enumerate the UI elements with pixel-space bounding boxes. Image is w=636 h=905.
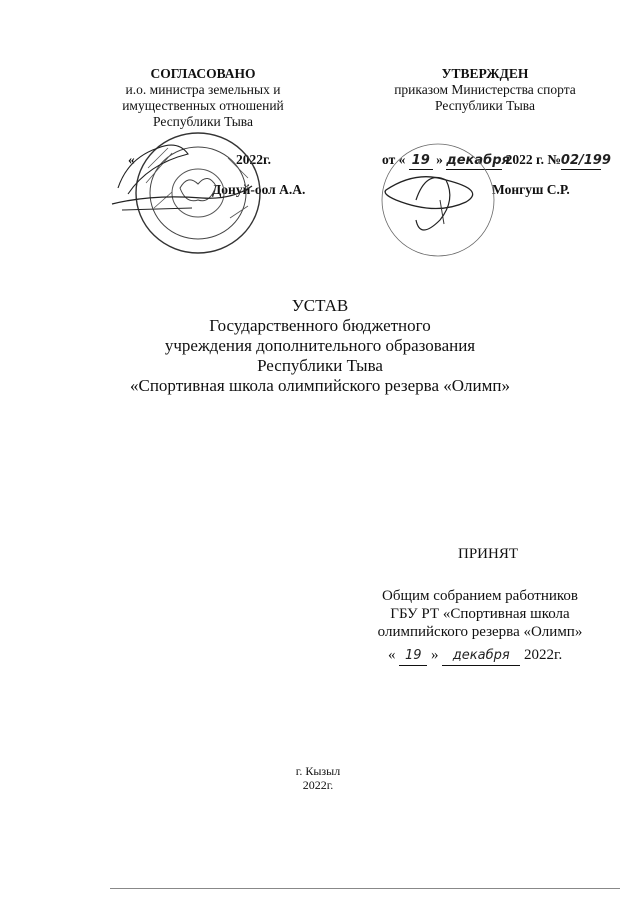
approval-right-signer: Монгуш С.Р.	[492, 182, 570, 197]
approval-left-line-2: имущественных отношений	[122, 98, 284, 113]
approval-right-line-2: Республики Тыва	[435, 98, 535, 113]
accepted-heading: ПРИНЯТ	[458, 546, 519, 562]
approval-right-line-1: приказом Министерства спорта	[394, 82, 576, 97]
round-stamp-right	[380, 140, 510, 260]
approval-left-block	[88, 66, 318, 130]
accepted-date-day: 19	[399, 647, 427, 666]
accepted-date-year: 2022г.	[524, 647, 563, 663]
accepted-date-close: »	[431, 647, 439, 663]
approval-left-signer: Донуй-оол А.А.	[212, 182, 306, 197]
approval-right-date-close: »	[436, 152, 443, 167]
document-title-block	[60, 296, 580, 396]
accepted-line-3: олимпийского резерва «Олимп»	[377, 624, 583, 640]
approval-right-order-number: 02/199	[560, 153, 611, 168]
document-title-line-4: Республики Тыва	[257, 356, 383, 375]
approval-left-heading: СОГЛАСОВАНО	[150, 66, 256, 81]
bottom-scan-line	[110, 888, 620, 889]
document-title-line-5: «Спортивная школа олимпийского резерва «Олимп»	[130, 376, 510, 395]
accepted-date-open: «	[388, 647, 396, 663]
approval-right-date-prefix: от «	[382, 152, 406, 167]
document-title: УСТАВ	[291, 296, 349, 315]
approval-left-line-1: и.о. министра земельных и	[125, 82, 281, 97]
round-stamp-left	[118, 128, 278, 258]
approval-left-line-3: Республики Тыва	[153, 114, 253, 129]
document-title-line-3: учреждения дополнительного образования	[164, 336, 476, 355]
footer-year: 2022г.	[302, 778, 334, 792]
approval-right-block	[360, 66, 610, 114]
approval-left-date-suffix: 2022г.	[236, 152, 271, 167]
approval-right-date-mid: 2022 г. №	[505, 152, 561, 167]
accepted-date-line	[388, 646, 562, 666]
footer-city: г. Кызыл	[295, 764, 341, 778]
accepted-date-month: декабря	[442, 647, 520, 666]
approval-right-date-month: декабря	[446, 153, 510, 168]
accepted-block	[350, 587, 610, 641]
approval-right-heading: УТВЕРЖДЕН	[441, 66, 529, 81]
document-title-line-2: Государственного бюджетного	[209, 316, 431, 335]
accepted-line-1: Общим собранием работников	[382, 588, 578, 604]
approval-left-date-open: «	[128, 152, 135, 167]
footer-block	[268, 764, 368, 792]
accepted-line-2: ГБУ РТ «Спортивная школа	[390, 606, 570, 622]
approval-right-date-day: 19	[409, 153, 433, 170]
